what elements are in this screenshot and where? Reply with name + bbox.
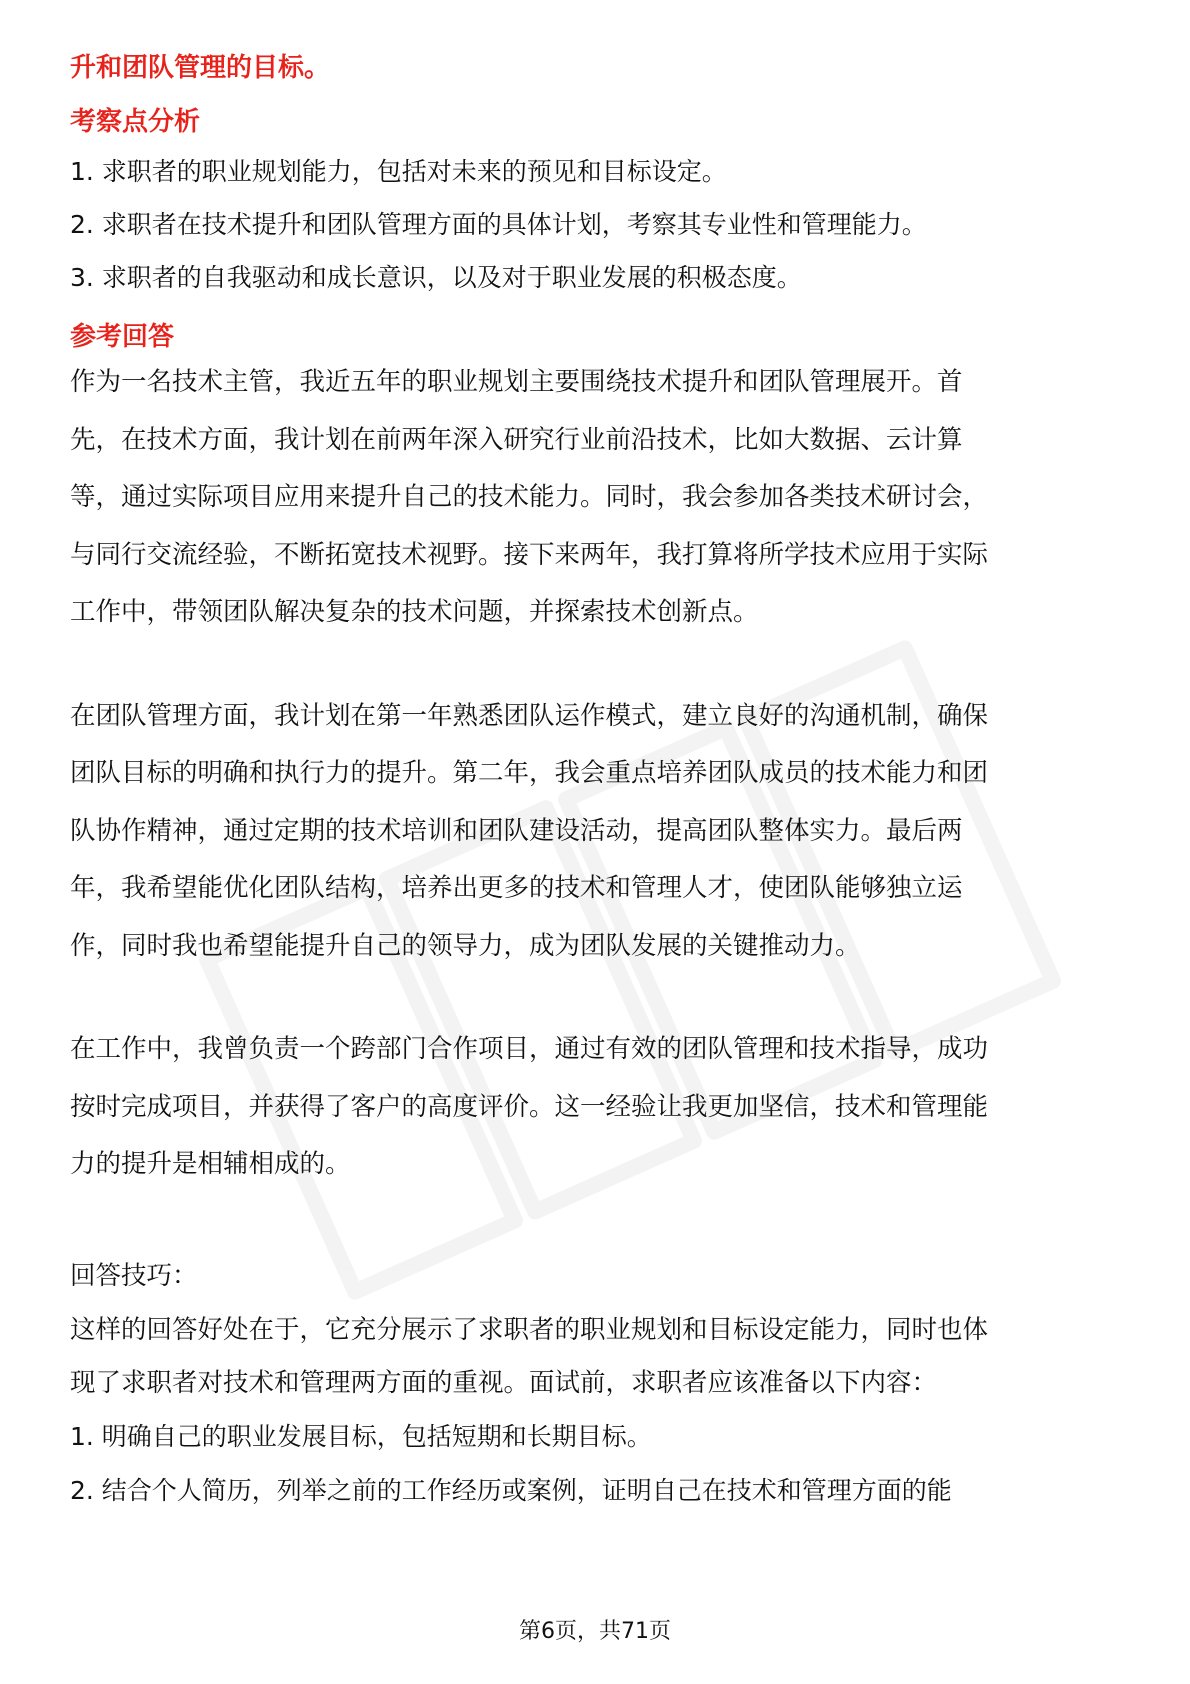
reference-paragraph	[70, 688, 1120, 976]
document-page	[70, 46, 1120, 1511]
tips-heading: 回答技巧：	[70, 1260, 198, 1291]
paragraph-line: 作为一名技术主管，我近五年的职业规划主要围绕技术提升和团队管理展开。首	[70, 367, 963, 397]
analysis-item: 2. 求职者在技术提升和团队管理方面的具体计划，考察其专业性和管理能力。	[70, 210, 927, 239]
paragraph-line: 先，在技术方面，我计划在前两年深入研究行业前沿技术，比如大数据、云计算	[70, 424, 963, 455]
paragraph-line: 工作中，带领团队解决复杂的技术问题，并探索技术创新点。	[70, 597, 759, 627]
paragraph-line: 这样的回答好处在于，它充分展示了求职者的职业规划和目标设定能力，同时也体	[70, 1314, 989, 1345]
intro-tail: 升和团队管理的目标。	[70, 53, 331, 83]
analysis-list	[70, 152, 1120, 298]
tips-list	[70, 1417, 1120, 1511]
analysis-heading: 考察点分析	[70, 107, 201, 137]
paragraph-line: 年，我希望能优化团队结构，培养出更多的技术和管理人才，使团队能够独立运	[70, 873, 963, 903]
paragraph-line: 在团队管理方面，我计划在第一年熟悉团队运作模式，建立良好的沟通机制，确保	[70, 700, 989, 731]
paragraph-line: 与同行交流经验，不断拓宽技术视野。接下来两年，我打算将所学技术应用于实际	[70, 539, 989, 570]
analysis-item: 3. 求职者的自我驱动和成长意识，以及对于职业发展的积极态度。	[70, 263, 802, 292]
paragraph-line: 队协作精神，通过定期的技术培训和团队建设活动，提高团队整体实力。最后两	[70, 815, 963, 846]
tips-item: 2. 结合个人简历，列举之前的工作经历或案例，证明自己在技术和管理方面的能	[70, 1475, 952, 1505]
reference-paragraph	[70, 1021, 1120, 1194]
tips-item: 1. 明确自己的职业发展目标，包括短期和长期目标。	[70, 1421, 652, 1451]
paragraph-line: 等，通过实际项目应用来提升自己的技术能力。同时，我会参加各类技术研讨会，	[70, 482, 989, 512]
paragraph-line: 现了求职者对技术和管理两方面的重视。面试前，求职者应该准备以下内容：	[70, 1368, 938, 1398]
paragraph-line: 在工作中，我曾负责一个跨部门合作项目，通过有效的团队管理和技术指导，成功	[70, 1034, 989, 1064]
paragraph-line: 团队目标的明确和执行力的提升。第二年，我会重点培养团队成员的技术能力和团	[70, 758, 989, 788]
analysis-item: 1. 求职者的职业规划能力，包括对未来的预见和目标设定。	[70, 157, 727, 186]
paragraph-line: 按时完成项目，并获得了客户的高度评价。这一经验让我更加坚信，技术和管理能	[70, 1091, 989, 1122]
paragraph-line: 作，同时我也希望能提升自己的领导力，成为团队发展的关键推动力。	[70, 930, 861, 961]
page-number: 第6页，共71页	[519, 1619, 671, 1644]
reference-heading: 参考回答	[70, 322, 175, 352]
tips-paragraph	[70, 1302, 1120, 1413]
paragraph-line: 力的提升是相辅相成的。	[70, 1149, 351, 1179]
reference-paragraph	[70, 354, 1120, 642]
